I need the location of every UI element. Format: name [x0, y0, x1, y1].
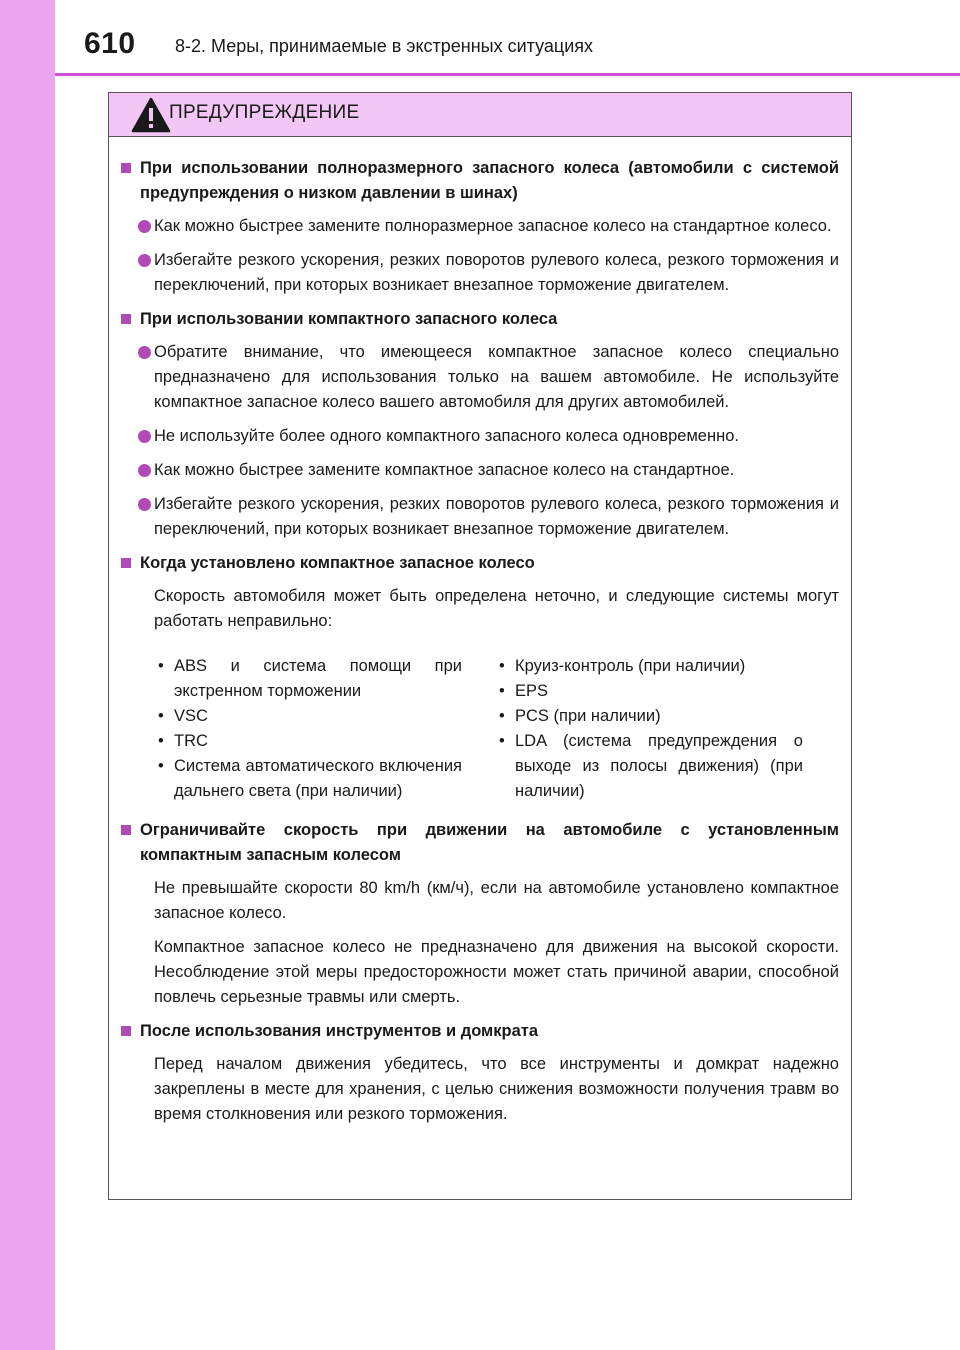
systems-list	[121, 654, 839, 804]
bullet-text: Избегайте резкого ускорения, резких поворотов рулевого колеса, резкого торможения и переключений, при которых возникает внезапное торможение двигателем.	[154, 251, 839, 294]
square-bullet-icon	[121, 314, 131, 324]
bullet-text: Как можно быстрее замените полноразмерное запасное колесо на стандартное колесо.	[154, 217, 832, 235]
list-item: • PCS (при наличии)	[499, 707, 661, 725]
circle-bullet-icon	[138, 464, 151, 477]
systems-list-left	[154, 654, 462, 804]
heading-text: При использовании полноразмерного запасного колеса (автомобили с системой предупреждения о низком давлении в шинах)	[140, 159, 839, 202]
square-bullet-icon	[121, 558, 131, 568]
list-item-text: TRC	[174, 732, 208, 750]
page-number: 610	[84, 27, 136, 60]
list-item: • VSC	[158, 707, 208, 725]
bullet-item	[121, 458, 839, 483]
bullet-item	[121, 424, 839, 449]
bullet-item	[121, 214, 839, 239]
list-item: • ABS и система помощи при экстренном торможении	[158, 657, 462, 700]
warning-title: ПРЕДУПРЕЖДЕНИЕ	[169, 102, 360, 123]
section-heading	[121, 551, 839, 576]
square-bullet-icon	[121, 1026, 131, 1036]
heading-text: Ограничивайте скорость при движении на автомобиле с установленным компактным запасным колесом	[140, 821, 839, 864]
section-title: 8-2. Меры, принимаемые в экстренных ситуациях	[175, 36, 594, 56]
warning-box	[108, 92, 852, 1200]
warning-header	[109, 93, 851, 137]
heading-text: Когда установлено компактное запасное колесо	[140, 554, 535, 572]
section-heading	[121, 818, 839, 868]
list-item: • EPS	[499, 682, 549, 700]
heading-text: При использовании компактного запасного колеса	[140, 310, 558, 328]
square-bullet-icon	[121, 163, 131, 173]
circle-bullet-icon	[138, 220, 151, 233]
list-item: • TRC	[158, 732, 208, 750]
warning-body	[109, 137, 851, 1127]
list-item-text: Круиз-контроль (при наличии)	[515, 657, 746, 675]
square-bullet-icon	[121, 825, 131, 835]
systems-list-right	[495, 654, 803, 804]
list-item: • LDA (система предупреждения о выходе из полосы движения) (при наличии)	[499, 732, 803, 800]
section-heading	[121, 156, 839, 206]
bullet-item	[121, 340, 839, 415]
circle-bullet-icon	[138, 430, 151, 443]
paragraph: Не превышайте скорости 80 km/h (км/ч), если на автомобиле установлено компактное запасное колесо.	[154, 879, 839, 922]
header-divider	[55, 73, 960, 76]
paragraph: Скорость автомобиля может быть определена неточно, и следующие системы могут работать неправильно:	[154, 587, 839, 630]
bullet-text: Обратите внимание, что имеющееся компактное запасное колесо специально предназначено для использования только на вашем автомобиле. Не используйте компактное запасное колесо вашего автомобиля для других автомобилей.	[154, 343, 839, 411]
bullet-text: Не используйте более одного компактного запасного колеса одновременно.	[154, 427, 739, 445]
bullet-item	[121, 248, 839, 298]
bullet-item	[121, 492, 839, 542]
circle-bullet-icon	[138, 346, 151, 359]
bullet-text: Как можно быстрее замените компактное запасное колесо на стандартное.	[154, 461, 735, 479]
list-item: • Система автоматического включения дальнего света (при наличии)	[158, 757, 462, 800]
list-item-text: Система автоматического включения дальнего света (при наличии)	[174, 757, 462, 800]
list-item-text: EPS	[515, 682, 549, 700]
paragraph: Перед началом движения убедитесь, что все инструменты и домкрат надежно закреплены в месте для хранения, с целью снижения возможности получения травм во время столкновения или резкого торможения.	[154, 1055, 839, 1123]
list-item-text: VSC	[174, 707, 208, 725]
list-item: • Круиз-контроль (при наличии)	[499, 657, 746, 675]
circle-bullet-icon	[138, 498, 151, 511]
heading-text: После использования инструментов и домкрата	[140, 1022, 539, 1040]
list-item-text: LDA (система предупреждения о выходе из полосы движения) (при наличии)	[515, 732, 803, 800]
bullet-text: Избегайте резкого ускорения, резких поворотов рулевого колеса, резкого торможения и переключений, при которых возникает внезапное торможение двигателем.	[154, 495, 839, 538]
paragraph: Компактное запасное колесо не предназначено для движения на высокой скорости. Несоблюдение этой меры предосторожности может стать причиной аварии, способной повлечь серьезные травмы или смерть.	[154, 938, 839, 1006]
list-item-text: PCS (при наличии)	[515, 707, 661, 725]
section-heading	[121, 307, 839, 332]
side-tab-strip	[0, 0, 55, 1350]
warning-triangle-icon	[131, 97, 171, 133]
list-item-text: ABS и система помощи при экстренном торможении	[174, 657, 462, 700]
section-heading	[121, 1019, 839, 1044]
circle-bullet-icon	[138, 254, 151, 267]
